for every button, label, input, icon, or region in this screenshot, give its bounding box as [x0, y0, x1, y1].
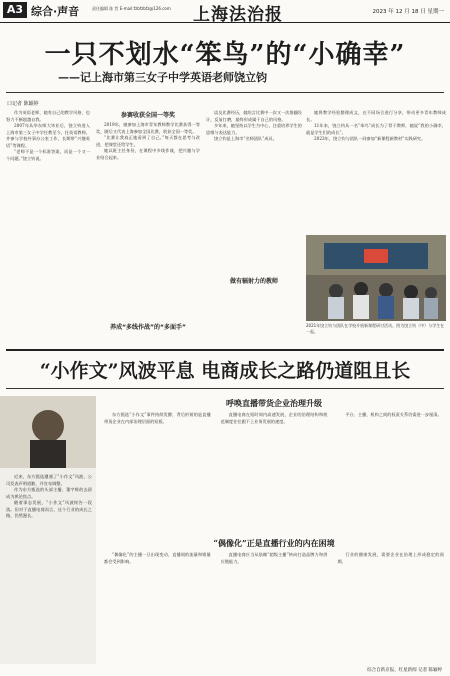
body-section-a [104, 412, 444, 530]
second-headline: “小作文”风波平息 电商成长之路仍道阻且长 [39, 360, 411, 382]
sidebar-photo [0, 396, 96, 468]
masthead [0, 0, 450, 23]
section-head-3: 做有辐射力的教师 [229, 278, 278, 285]
paragraph: 作为东方甄选的头部主播，董宇辉的去留成为舆论焦点。 [6, 487, 92, 499]
lead-column-2 [96, 122, 200, 318]
paragraph: 饶立钧是上海市“名师团队”成员。 [214, 136, 277, 141]
paragraph: “比赛让我真正地看到了自己。”每天都在思考与改进，把课堂还给学生。 [96, 135, 200, 147]
classroom-photo [306, 235, 446, 321]
paragraph: 近来，东方甄选遭遇了“小作文”风波，公司发表声明道歉，并宣布调整。 [6, 474, 92, 486]
paragraph: 多年来，她坚持以学生为中心，注重培养学生的思维与表达能力。 [206, 123, 302, 135]
paragraph: 行业的健康发展，需要企业在治理上形成稳定的预期。 [337, 552, 444, 564]
paragraph: 2023年，饶立钧与团队一同参加“新课程新教材”实践研究。 [314, 136, 426, 141]
paragraph: 她将教学经验整理成文，在不同场合进行分享，带动更多青年教师成长。 [306, 110, 446, 122]
lead-headline: 一只不划水“笨鸟”的“小确幸” [44, 40, 406, 70]
paragraph: 作为英语老师，她有自己的教学风格，也努力不断超越自我。 [6, 110, 90, 122]
subhead-governance: 呼唤直播带货企业治理升级 [226, 398, 322, 408]
paragraph: 平台、主播、机构之间的权责关系仍需进一步厘清。 [345, 412, 442, 417]
paragraph: 2007年从华东师大毕业后，饶立钧进入上海市第三女子中学任教至今，任英语教师，并参与学校外事办公室工作，长期带“兴趣英语”等课程。 [6, 123, 90, 148]
paragraph: 东方甄选“小作文”事件持续发酵，背后折射的是直播带货企业在内部治理层面的短板。 [104, 412, 211, 424]
lead-column-4 [306, 110, 446, 230]
editor-credits: 责任编辑 陈 哲 E-mail:fzbfzbfz@126.com [92, 6, 171, 11]
lead-subheadline: ——记上海市第三女子中学英语老师饶立钧 [58, 71, 267, 84]
subhead-idolization: “偶像化”正是直播行业的内在困境 [213, 538, 335, 548]
paragraph: 2019年，她参加上海市青年教师教学比赛获得一等奖，随后又代表上海参加全国比赛，收获全国一等奖。 [96, 122, 200, 134]
paragraph: 直播电商应当从依赖“超级主播”转向打造品牌力和供应链能力。 [220, 552, 328, 564]
photo-caption: 2021年饶立钧与团队在学校开展新课程研讨活动。图为饶立钧（中）与学生在一起。 [306, 323, 445, 334]
source-credit: 综合自新京报、红星新闻 记者 陈颖婷 [367, 668, 442, 673]
newspaper-logo: 上海法治报 [193, 5, 283, 25]
divider [6, 349, 444, 351]
section-head-1: 参赛收获全国一等奖 [120, 112, 175, 119]
byline: 口记者 陈颖婷 [7, 101, 39, 107]
paragraph: 她以班主任身份，在课程中多线作战，把兴趣与学业结合起来。 [96, 148, 200, 160]
paragraph: 谈及比赛经历，她坦言比赛中一次又一次推翻设计，反复打磨，最终形成属于自己的风格。 [206, 110, 302, 122]
divider [6, 92, 444, 93]
divider [6, 388, 444, 389]
sidebar-text [6, 474, 92, 664]
section-title: 综合·声音 [31, 5, 80, 18]
paragraph: 随着事态发展，“小作文”风波终告一段落。但对于直播电商而言，这个行业的成长之路，仍然漫长。 [6, 500, 92, 518]
lead-column-3 [206, 110, 302, 348]
body-section-b [104, 552, 444, 662]
paragraph: 直播电商在短时间内高速发展，企业的治理结构和规范制度往往跟不上业务发展的速度。 [220, 412, 328, 424]
issue-date: 2023 年 12 月 18 日 星期一 [372, 9, 444, 15]
paragraph: “偶像化”的主播一旦出现变动，直播间的流量和销量都会受到影响。 [104, 552, 211, 564]
paragraph: 11年来，饶立钧从一名“笨鸟”成长为了骨干教师，她说“我的小确幸，就是学生们的成长”。 [306, 123, 446, 135]
page-number-badge: A3 [3, 2, 27, 18]
section-head-2: 养成“多线作战”的“多面手” [110, 324, 186, 331]
lead-column-1 [6, 110, 90, 348]
paragraph: “老师不是一个标准答案，而是一个又一个问题。”饶立钧说。 [6, 149, 90, 161]
